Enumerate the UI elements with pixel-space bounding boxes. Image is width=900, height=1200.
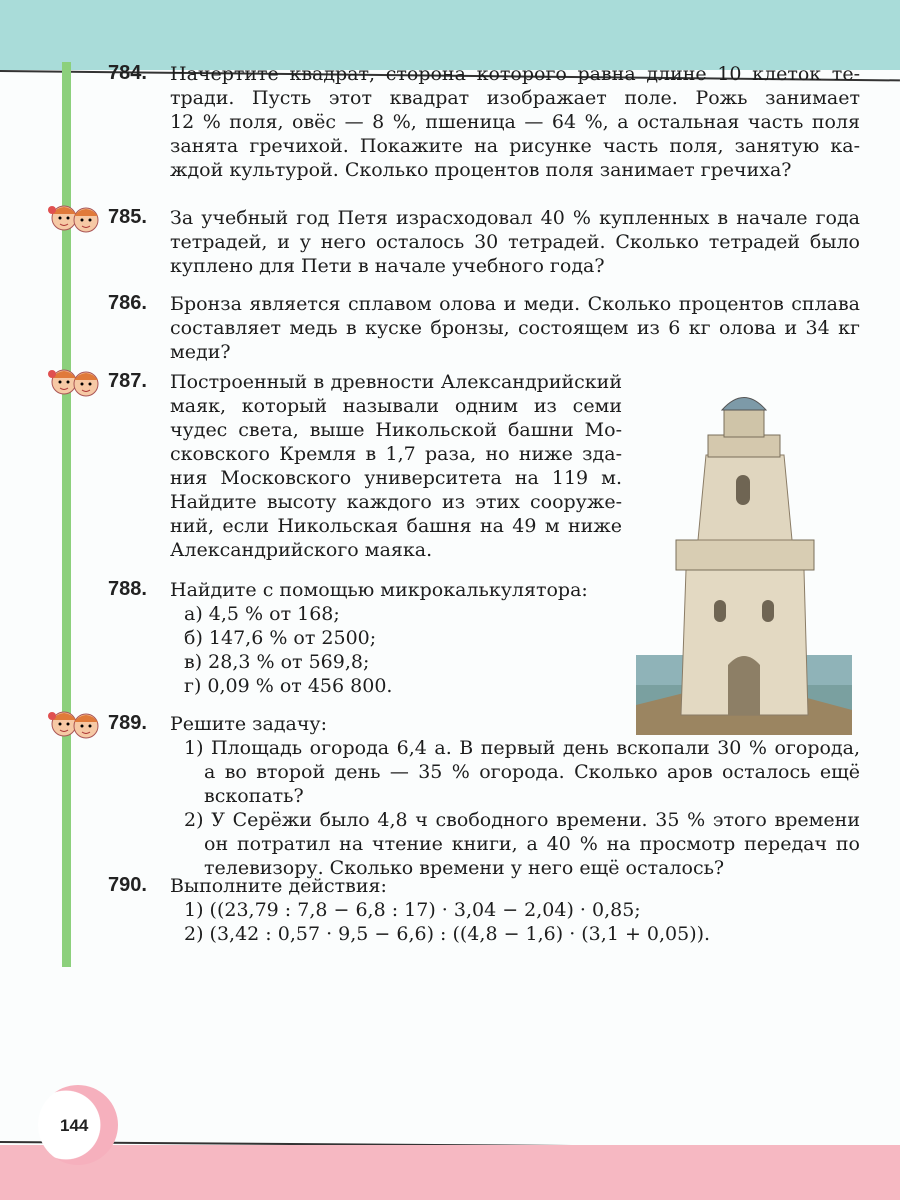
text-line: Построенный в древности Александрийский: [170, 371, 622, 393]
text-line: Бронза является сплавом олова и меди. Сколько процентов сплава: [170, 293, 860, 315]
text-line: в) 28,3 % от 569,8;: [184, 651, 370, 673]
lighthouse-illustration: [636, 385, 852, 735]
text-line: Александрийского маяка.: [170, 539, 433, 561]
page-number: 144: [60, 1116, 89, 1135]
text-line: телевизору. Сколько времени у него ещё осталось?: [204, 857, 725, 879]
text-line: г) 0,09 % от 456 800.: [184, 675, 393, 697]
text-line: тетрадей, и у него осталось 30 тетрадей. Сколько тетрадей было: [170, 231, 860, 253]
problem-text: [170, 206, 860, 278]
text-line: Найдите с помощью микрокалькулятора:: [170, 579, 588, 601]
problem-text: [170, 292, 860, 364]
problem-number: 784.: [108, 62, 147, 84]
text-line: ния Московского университета на 119 м.: [170, 467, 622, 489]
text-line: куплено для Пети в начале учебного года?: [170, 255, 605, 277]
text-line: 1) Площадь огорода 6,4 а. В первый день вскопали 30 % огорода,: [184, 737, 860, 759]
text-line: занята гречихой. Покажите на рисунке часть поля, занятую ка-: [170, 135, 860, 157]
text-line: За учебный год Петя израсходовал 40 % купленных в начале года: [170, 207, 860, 229]
problem-number: 790.: [108, 874, 147, 896]
text-line: а) 4,5 % от 168;: [184, 603, 340, 625]
text-line: а во второй день — 35 % огорода. Сколько аров осталось ещё: [204, 761, 860, 783]
bottom-color-band: [0, 1145, 900, 1200]
text-line: тради. Пусть этот квадрат изображает поле. Рожь занимает: [170, 87, 860, 109]
text-line: Начертите квадрат, сторона которого равна длине 10 клеток те-: [170, 63, 860, 85]
text-line: меди?: [170, 341, 231, 363]
problem-text: [170, 370, 622, 562]
pair-work-kids-icon: [48, 198, 104, 234]
text-line: чудес света, выше Никольской башни Мо-: [170, 419, 622, 441]
text-line: 2) (3,42 : 0,57 · 9,5 − 6,6) : ((4,8 − 1,6) · (3,1 + 0,05)).: [184, 923, 711, 945]
text-line: он потратил на чтение книги, а 40 % на просмотр передач по: [204, 833, 860, 855]
problem-number: 787.: [108, 370, 147, 392]
text-line: маяк, который называли одним из семи: [170, 395, 622, 417]
text-line: составляет медь в куске бронзы, состоящем из 6 кг олова и 34 кг: [170, 317, 860, 339]
text-line: 2) У Серёжи было 4,8 ч свободного времени. 35 % этого времени: [184, 809, 860, 831]
text-line: Решите задачу:: [170, 713, 328, 735]
text-line: ждой культурой. Сколько процентов поля занимает гречиха?: [170, 159, 792, 181]
top-color-band: [0, 0, 900, 70]
problem-text: [170, 62, 860, 182]
text-line: Найдите высоту каждого из этих сооруже-: [170, 491, 622, 513]
text-line: б) 147,6 % от 2500;: [184, 627, 377, 649]
problem-number: 788.: [108, 578, 147, 600]
text-line: 1) ((23,79 : 7,8 − 6,8 : 17) · 3,04 − 2,04) · 0,85;: [184, 899, 641, 921]
problem-text: [170, 712, 860, 880]
text-line: вскопать?: [204, 785, 304, 807]
problem-text: [170, 874, 860, 946]
pair-work-kids-icon: [48, 362, 104, 398]
problem-text: [170, 578, 620, 698]
text-line: ний, если Никольская башня на 49 м ниже: [170, 515, 622, 537]
problem-number: 786.: [108, 292, 147, 314]
problem-number: 785.: [108, 206, 147, 228]
text-line: 12 % поля, овёс — 8 %, пшеница — 64 %, а остальная часть поля: [170, 111, 860, 133]
pair-work-kids-icon: [48, 704, 104, 740]
problem-number: 789.: [108, 712, 147, 734]
text-line: сковского Кремля в 1,7 раза, но ниже зда-: [170, 443, 622, 465]
text-line: Выполните действия:: [170, 875, 387, 897]
